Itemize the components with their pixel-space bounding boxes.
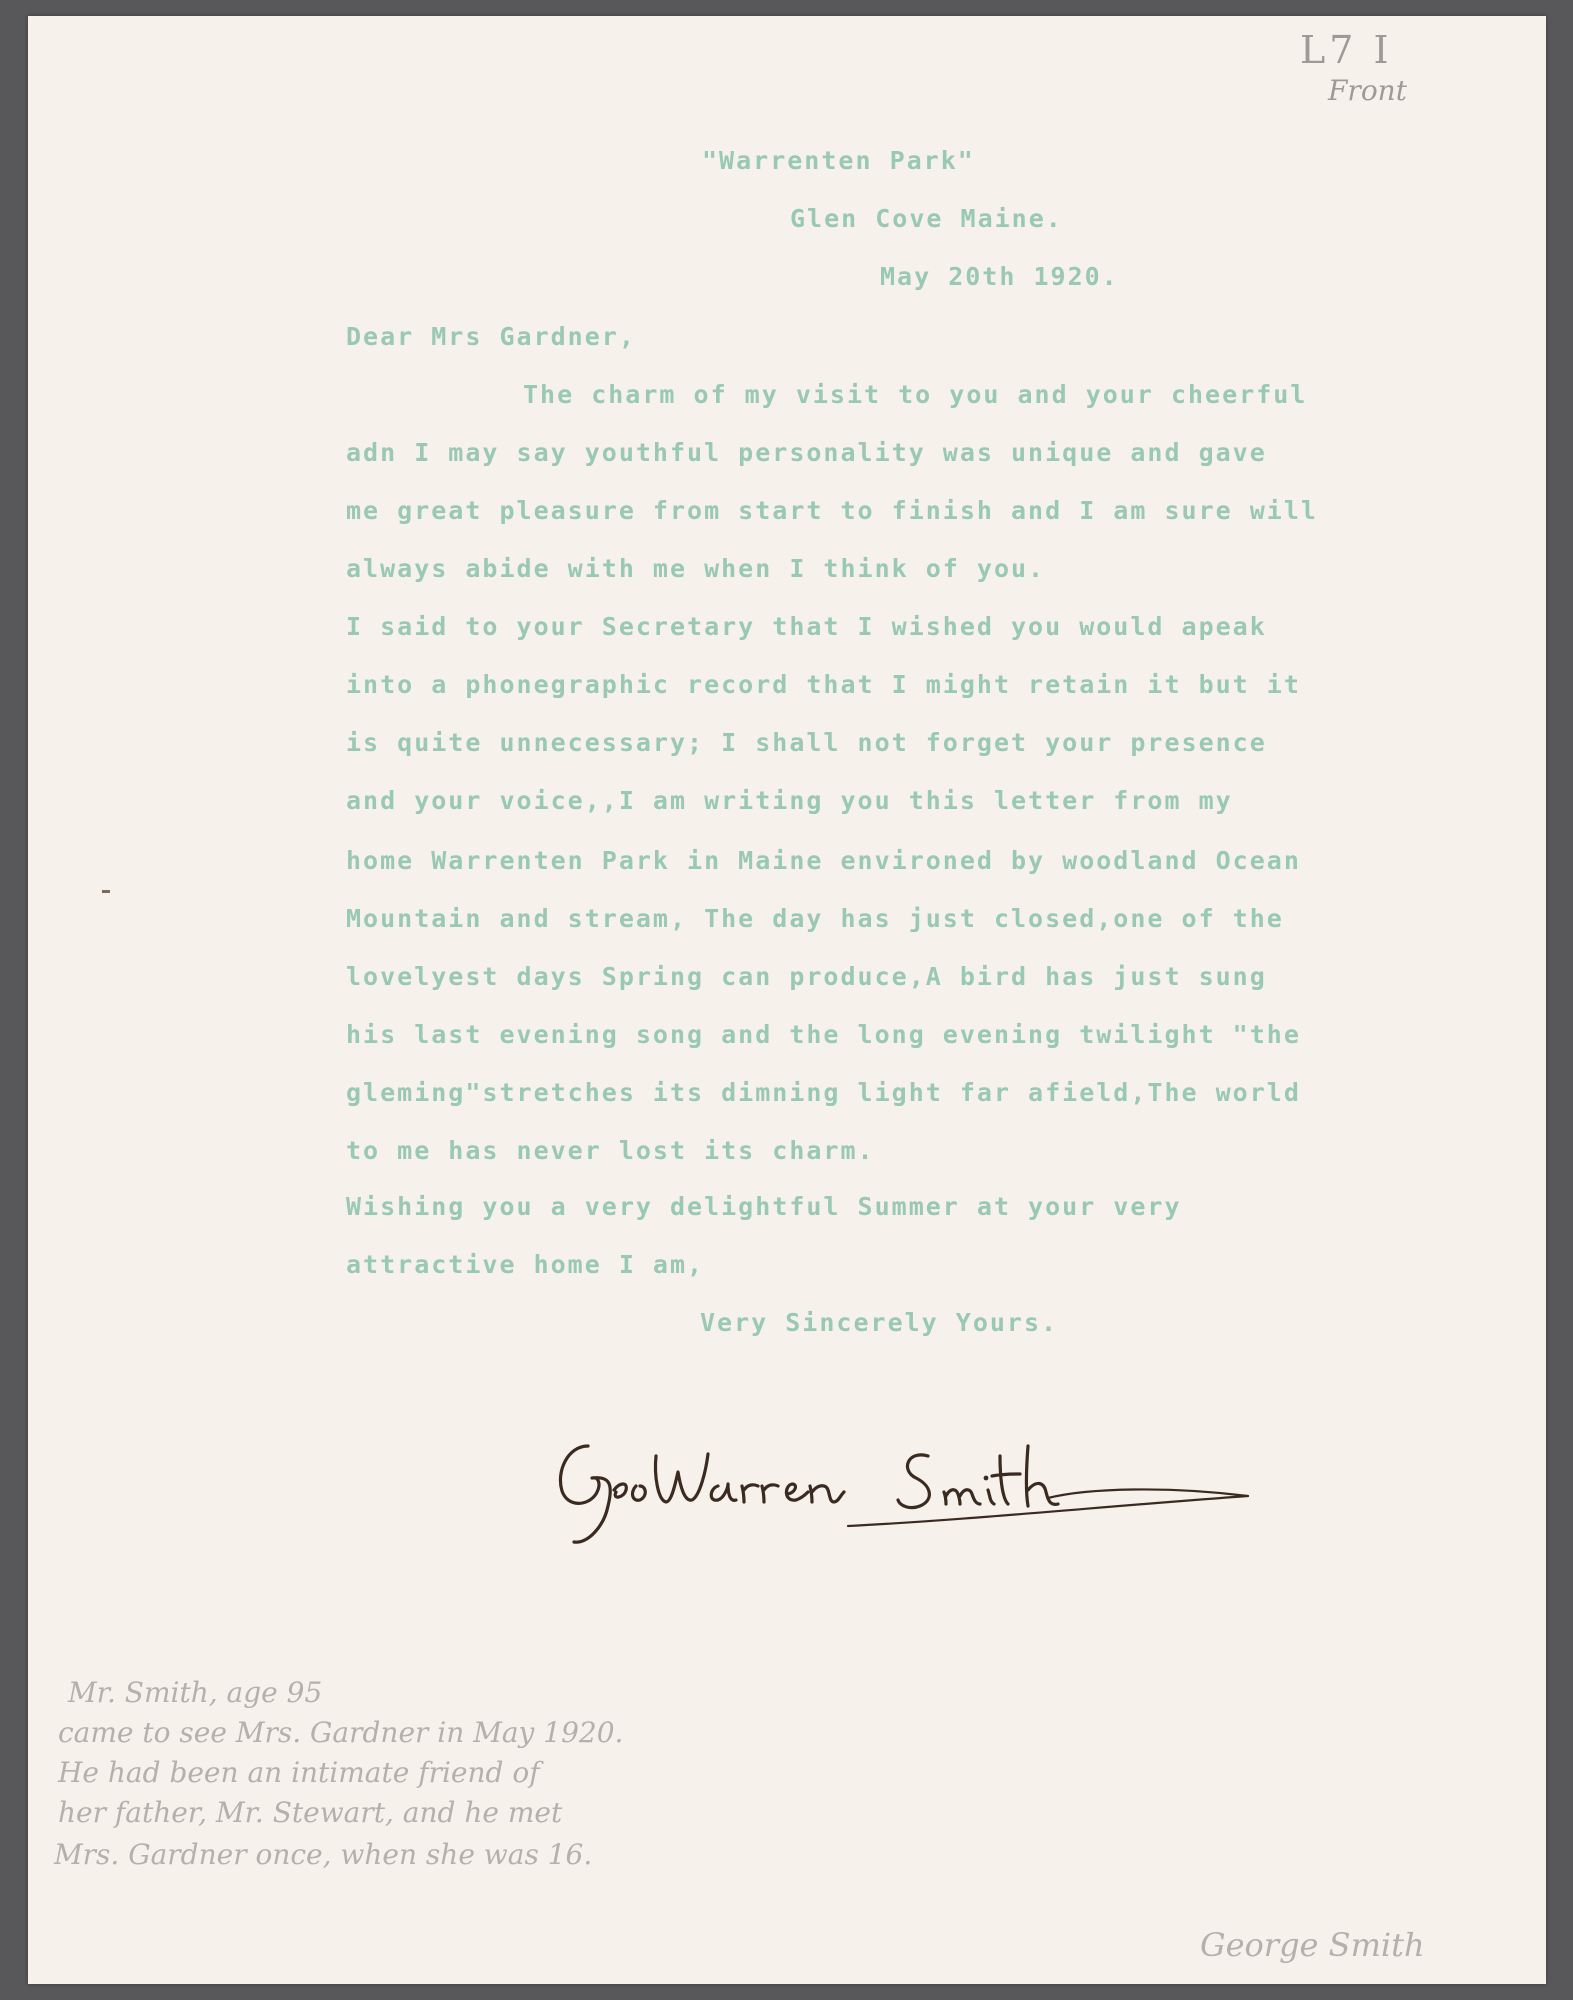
catalog-code: L7 I: [1300, 28, 1393, 72]
side-label: Front: [1328, 74, 1407, 107]
pencil-note-line: her father, Mr. Stewart, and he met: [58, 1796, 563, 1829]
body-line: The charm of my visit to you and your cheerful: [523, 380, 1308, 409]
pencil-note-line: Mrs. Gardner once, when she was 16.: [54, 1838, 593, 1871]
body-line: adn I may say youthful personality was unique and gave: [346, 438, 1267, 467]
letter-sheet: [28, 16, 1546, 1984]
body-line: I said to your Secretary that I wished you would apeak: [346, 612, 1267, 641]
margin-mark: [102, 890, 110, 893]
letter-date: May 20th 1920.: [880, 262, 1119, 291]
address-line-1: "Warrenten Park": [702, 146, 975, 175]
body-line: is quite unnecessary; I shall not forget your presence: [346, 728, 1267, 757]
body-line: Mountain and stream, The day has just closed,one of the: [346, 904, 1284, 933]
body-line: Wishing you a very delightful Summer at your very: [346, 1192, 1182, 1221]
body-line: always abide with me when I think of you.: [346, 554, 1046, 583]
body-line: his last evening song and the long evening twilight "the: [346, 1020, 1301, 1049]
closing: Very Sincerely Yours.: [700, 1308, 1059, 1337]
body-line: home Warrenten Park in Maine environed by woodland Ocean: [346, 846, 1301, 875]
body-line: attractive home I am,: [346, 1250, 705, 1279]
pencil-note-line: He had been an intimate friend of: [58, 1756, 540, 1789]
body-line: lovelyest days Spring can produce,A bird has just sung: [346, 962, 1267, 991]
salutation: Dear Mrs Gardner,: [346, 322, 636, 351]
pencil-note-line: Mr. Smith, age 95: [68, 1676, 323, 1709]
signature: [548, 1416, 1318, 1566]
body-line: gleming"stretches its dimning light far afield,The world: [346, 1078, 1301, 1107]
body-line: to me has never lost its charm.: [346, 1136, 875, 1165]
body-line: me great pleasure from start to finish and I am sure will: [346, 496, 1318, 525]
body-line: into a phonegraphic record that I might retain it but it: [346, 670, 1301, 699]
address-line-2: Glen Cove Maine.: [790, 204, 1063, 233]
pencil-note-line: came to see Mrs. Gardner in May 1920.: [58, 1716, 624, 1749]
body-line: and your voice,,I am writing you this letter from my: [346, 786, 1233, 815]
bottom-name-label: George Smith: [1200, 1926, 1425, 1964]
